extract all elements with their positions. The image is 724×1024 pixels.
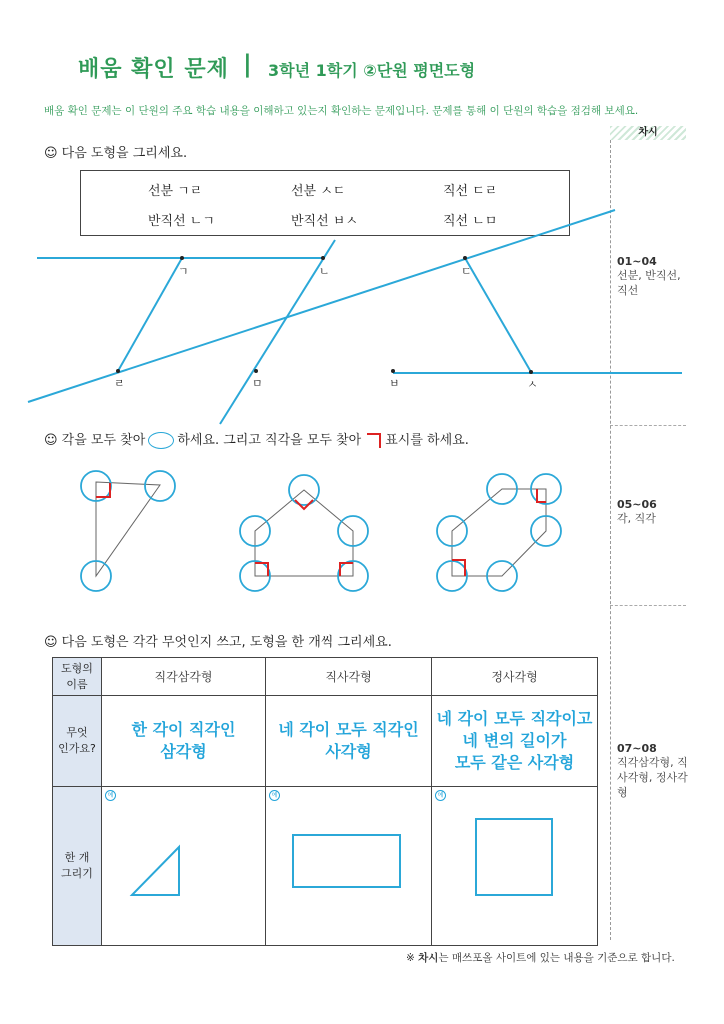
- prompt-part: ☺ 각을 모두 찾아: [44, 433, 146, 448]
- footnote-text: 는 매쓰포올 사이트에 있는 내용을 기준으로 합니다.: [438, 952, 675, 964]
- point-label: ㄹ: [114, 377, 125, 390]
- point-label: ㄱ: [178, 265, 189, 278]
- row-header: [53, 787, 102, 946]
- term-item: 반직선 ㅂㅅ: [291, 214, 358, 229]
- footnote: [406, 950, 675, 965]
- right-triangle: [132, 847, 179, 895]
- example-mark: 예: [435, 790, 446, 801]
- drawing-cell: [102, 787, 266, 946]
- example-mark: 예: [269, 790, 280, 801]
- angle-circle: [145, 471, 175, 501]
- intro-text: 배움 확인 문제는 이 단원의 주요 학습 내용을 이해하고 있는지 확인하는 문제입니다. 문제를 통해 이 단원의 학습을 점검해 보세요.: [44, 105, 639, 117]
- term-item: 직선 ㄴㅁ: [443, 214, 498, 229]
- footnote-prefix: ※: [406, 952, 419, 964]
- column-header: 직사각형: [266, 658, 432, 696]
- rectangle-drawing: [266, 787, 432, 945]
- row-header-text: 한 개 그리기: [61, 851, 93, 880]
- lesson-code: 05~06: [617, 498, 657, 511]
- lesson-code: 07~08: [617, 742, 657, 755]
- right-angle-mark: [537, 489, 546, 502]
- point-label: ㅅ: [527, 378, 538, 391]
- title-separator: |: [243, 50, 252, 78]
- answer-text: 네 각이 모두 직각이고 네 변의 길이가 모두 같은 사각형: [436, 709, 593, 772]
- row-header-text: 도형의 이름: [61, 661, 93, 691]
- column-header: 직각삼각형: [102, 658, 266, 696]
- term-item: 선분 ㅅㄷ: [291, 184, 346, 199]
- answer-text: 한 각이 직각인 삼각형: [131, 720, 236, 761]
- column-header: 정사각형: [432, 658, 598, 696]
- drawing-cell: [266, 787, 432, 946]
- lesson-topic: 선분, 반직선, 직선: [617, 269, 681, 297]
- point-label: ㅂ: [389, 377, 400, 390]
- lesson-code: 01~04: [617, 255, 657, 268]
- term-item: 직선 ㄷㄹ: [443, 184, 498, 199]
- lesson-topic: 직각삼각형, 직사각형, 정사각형: [617, 756, 688, 799]
- row-header: [53, 658, 102, 696]
- point-label: ㄴ: [319, 265, 330, 278]
- prompt-part: 하세요. 그리고 직각을 모두 찾아: [177, 433, 362, 448]
- answer-cell: [266, 696, 432, 787]
- row-header-text: 무엇 인가요?: [58, 726, 96, 755]
- right-triangle-drawing: [102, 787, 266, 945]
- term-item: 선분 ㄱㄹ: [148, 184, 203, 199]
- lesson-topic: 각, 직각: [617, 512, 656, 525]
- answer-cell: [102, 696, 266, 787]
- sidebar-header: 차시: [610, 126, 686, 140]
- rectangle: [293, 835, 400, 887]
- page-title: 배움 확인 문제: [78, 57, 229, 82]
- question-3-prompt: ☺ 다음 도형은 각각 무엇인지 쓰고, 도형을 한 개씩 그리세요.: [44, 635, 392, 650]
- prompt-part: 표시를 하세요.: [385, 433, 469, 448]
- example-mark: 예: [105, 790, 116, 801]
- square-drawing: [432, 787, 598, 945]
- term-item: 반직선 ㄴㄱ: [148, 214, 215, 229]
- shape-table: [52, 657, 598, 946]
- question-1-prompt: ☺ 다음 도형을 그리세요.: [44, 146, 188, 161]
- point-label: ㄷ: [461, 265, 472, 278]
- row-header: [53, 696, 102, 787]
- answer-text: 네 각이 모두 직각인 사각형: [278, 720, 419, 761]
- point-label: ㅁ: [252, 377, 263, 390]
- square: [476, 819, 552, 895]
- footnote-bold: 차시: [418, 952, 439, 964]
- page-subtitle: 3학년 1학기 ②단원 평면도형: [268, 61, 476, 80]
- drawing-cell: [432, 787, 598, 946]
- answer-cell: [432, 696, 598, 787]
